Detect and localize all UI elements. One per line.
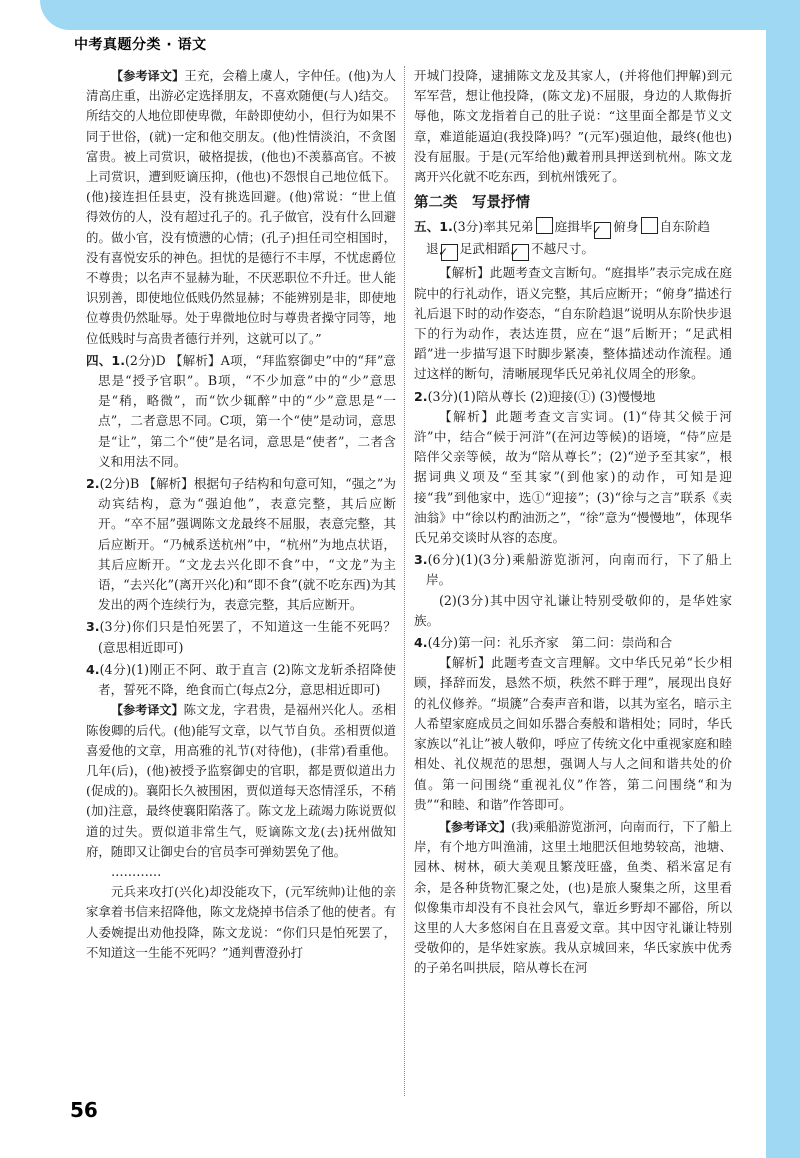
analysis-5-4: 【解析】此题考查文言理解。文中华氏兄弟“长少相顾，择辞而发，恳然不烦，秩然不畔于理”，展现出良好的礼仪修养。“埙篪”合奏声音和谐，以其为室名，暗示主人希望家庭成员之间如乐器合奏般和谐相处；同时，华氏家族以“礼让”被人敬仰，呼应了传统文化中重视家庭和睦相处、礼仪规范的思想，强调人与人之间和谐共处的价值。第一问围绕“重视礼仪”作答，第二问围绕“和为贵”“和睦、和谐”作答即可。	[414, 655, 732, 812]
translation-continued-right: 开城门投降，逮捕陈文龙及其家人，(并将他们押解)到元军军营，想让他投降，(陈文龙)不屈服，身边的人欺侮折辱他，陈文龙指着自己的肚子说：“这里面全都是节义文章，难道能逼迫(我投降)吗？”(元军)强迫他，最终(他也)没有屈服。于是(元军给他)戴着刑具押送到杭州。陈文龙离开兴化就不吃东西，到杭州饿死了。	[414, 68, 732, 185]
answer-box-checked: ✓	[512, 244, 529, 261]
answer-box-checked: ✓	[441, 244, 458, 261]
answer-4-2: 2.(2分)B 【解析】根据句子结构和句意可知，“强之”为动宾结构，意为“强迫他”，表意完整，其后应断开。“卒不屈”强调陈文龙最终不屈服，表意完整，其后应断开。“乃械系送杭州”中，“杭州”为地点状语，其后应断开。“文龙去兴化即不食”中，“文龙”为主语，“去兴化”(离开兴化)和“即不食”(就不吃东西)为其发出的两个连续行为，表意完整，其后应断开。	[86, 476, 396, 613]
translation-continued: 元兵来攻打(兴化)却没能攻下，(元军统帅)让他的亲家拿着书信来招降他，陈文龙烧掉书信杀了他的使者。有人委婉提出劝他投降，陈文龙说：“你们只是怕死罢了，不知道这一生能不死吗？”通判曹澄孙打	[86, 884, 396, 960]
page-header: 中考真题分类 · 语文	[74, 37, 207, 53]
right-column	[414, 66, 732, 979]
side-decor-bar	[766, 0, 800, 1158]
answer-5-4: 4.(4分)第一问：礼乐齐家 第二问：崇尚和合	[414, 635, 673, 651]
analysis-5-2: 【解析】此题考查文言实词。(1)“侍其父候于河浒”中，结合“候于河浒”(在河边等候)的语境，“侍”应是陪伴父亲等候，故为“陪从尊长”；(2)“逆予至其家”，根据词典义项及“至其家”(到他家)的动作，可知是迎接“我”到他家中，选①“迎接”；(3)“徐与之言”联系《卖油翁》中“徐以杓酌油沥之”，“徐”意为“慢慢地”，体现华氏兄弟交谈时从容的态度。	[414, 408, 732, 546]
ellipsis: …………	[111, 863, 162, 879]
answer-5-3-part2: (2)(3分)其中因守礼谦让特别受敬仰的，是华姓家族。	[414, 592, 732, 628]
answer-5-1: 五、1.(3分)率其兄弟 庭揖毕✓ 俯身 自东阶趋 退✓ 足武相蹈✓ 不越尺寸。	[414, 219, 710, 260]
left-column	[86, 66, 396, 963]
answer-4-1: 四、1.(2分)D 【解析】A项，“拜监察御史”中的“拜”意思是“授予官职”。B项，“不少加意”中的“少”意思是“稍，略微”，而“饮少辄醉”中的“少”意思是“一点”，二者意思不同。C项，第一个“使”是动词，意思是“让”，第二个“使”是名词，意思是“使者”，二者含义和用法不同。	[86, 352, 396, 469]
answer-5-3: 3.(6分)(1)(3分)乘船游览浙河，向南而行，下了船上岸。	[414, 552, 732, 588]
translation-paragraph-2: 【参考译文】陈文龙，字君贵，是福州兴化人。丞相陈俊卿的后代。(他)能写文章，以气节自负。丞相贾似道喜爱他的文章，用高雅的礼节(对待他)，(非常)看重他。几年(后)，(他)被授予监察御史的官职，都是贾似道出力(促成的)。襄阳长久被围困，贾似道每天恣情淫乐，不稍(加)注意，最终使襄阳陷落了。陈文龙上疏竭力陈说贾似道的过失。贾似道非常生气，贬谪陈文龙(去)抚州做知府，随即又让御史台的官员李可弹劾罢免了他。	[86, 702, 396, 859]
answer-box-empty	[536, 217, 553, 234]
section-title: 第二类 写景抒情	[414, 195, 530, 212]
answer-4-4: 4.(4分)(1)刚正不阿、敢于直言 (2)陈文龙斩杀招降使者，誓死不降，绝食而亡(每点2分，意思相近即可)	[86, 661, 396, 698]
analysis-5-1: 【解析】此题考查文言断句。“庭揖毕”表示完成在庭院中的行礼动作，语义完整，其后应断开；“俯身”描述行礼后退下时的动作姿态，“自东阶趋退”说明从东阶快步退下的行为动作，表达连贯，应在“退”后断开；“足武相蹈”进一步描写退下时脚步紧凑，整体描述动作流程。通过这样的断句，清晰展现华氏兄弟礼仪周全的形象。	[414, 265, 732, 382]
answer-4-3: 3.(3分)你们只是怕死罢了，不知道这一生能不死吗？(意思相近即可)	[86, 619, 396, 655]
translation-paragraph-3: 【参考译文】(我)乘船游览浙河，向南而行，下了船上岸，有个地方叫渔浦，这里土地肥沃但地势较高，池塘、园林、树林，硕大美观且繁茂旺盛，鱼类、稻米富足有余，是各种货物汇聚之处，(也)是旅人聚集之所，这里看似像集市却没有不良社会风气，靠近乡野却不鄙俗，所以这里的人大多悠闲自在且喜爱文章。其中因守礼谦让特别受敬仰的，是华姓家族。我从京城回来，华氏家族中优秀的子弟名叫拱辰，陪从尊长在河	[414, 818, 732, 976]
answer-box-empty	[641, 217, 658, 234]
top-decor-bar	[40, 0, 800, 30]
translation-paragraph: 【参考译文】王充，会稽上虞人，字仲任。(他)为人清高庄重，出游必定选择朋友，不喜欢随便(与人)结交。所结交的人地位即使卑微，年龄即使幼小，但行为如果不同于世俗，(就)一定和他交朋友。(他)性情淡泊，不贪图富贵。被上司赏识，破格提拔，(他也)不羡慕高官。不被上司赏识，遭到贬谪压抑，(他也)不怨恨自己地位低下。(他)接连担任县吏，没有挑选回避。(他)常说：“世上值得效仿的人，没有超过孔子的。孔子做官，没有什么回避的。做小官，没有愤懑的心情；(孔子)担任司空相国时，没有喜悦安乐的神色。担忧的是德行不丰厚，不忧虑爵位不尊贵；以名声不显赫为耻，不厌恶职位不升迁。世人能识别善，即使地位低贱仍然显赫；不能辨别是非，即使地位尊贵仍然耻辱。处于卑微地位时与尊贵者操守同等，地位低贱时与高贵者德行并列，这就可以了。”	[86, 68, 396, 346]
column-divider	[404, 66, 405, 1096]
page-number: 56	[70, 1098, 98, 1122]
answer-box-checked: ✓	[594, 222, 611, 239]
answer-5-2: 2.(3分)(1)陪从尊长 (2)迎接(①) (3)慢慢地	[414, 388, 656, 404]
